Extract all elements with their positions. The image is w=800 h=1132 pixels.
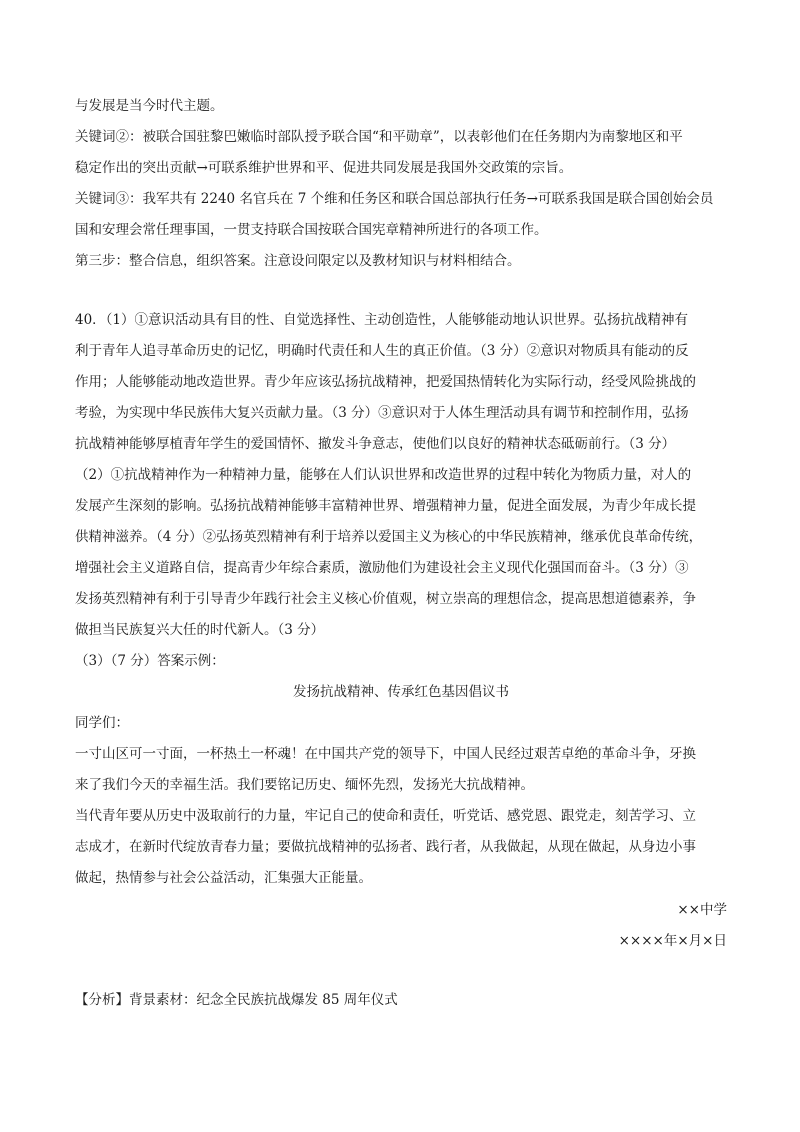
intro-line-1: 与发展是当今时代主题。 <box>75 98 224 114</box>
q40-line-8: 供精神滋养。（4 分）②弘扬英烈精神有利于培养以爱国主义为核心的中华民族精神，继承优良革命传统， <box>75 529 703 545</box>
q40-line-3: 作用；人能够能动地改造世界。青少年应该弘扬抗战精神，把爱国热情转化为实际行动，经受风险挑战的 <box>75 374 696 390</box>
q40-line-4: 考验，为实现中华民族伟大复兴贡献力量。（3 分）③意识对于人体生理活动具有调节和控制作用，弘扬 <box>75 405 689 421</box>
letter-line-2: 来了我们今天的幸福生活。我们要铭记历史、缅怀先烈，发扬光大抗战精神。 <box>75 777 534 793</box>
q40-line-7: 发展产生深刻的影响。弘扬抗战精神能够丰富精神世界、增强精神力量，促进全面发展，为青少年成长提 <box>75 498 696 514</box>
intro-keyword-2-line-2: 稳定作出的突出贡献→可联系维护世界和平、促进共同发展是我国外交政策的宗旨。 <box>75 160 573 176</box>
letter-line-5: 做起，热情参与社会公益活动，汇集强大正能量。 <box>75 870 372 886</box>
q40-line-12: （3）（7 分）答案示例： <box>75 653 225 669</box>
q40-line-11: 做担当民族复兴大任的时代新人。（3 分） <box>75 622 325 638</box>
intro-keyword-3-line-2: 国和安理会常任理事国，一贯支持联合国按联合国宪章精神所进行的各项工作。 <box>75 222 548 238</box>
intro-step-3: 第三步：整合信息，组织答案。注意设问限定以及教材知识与材料相结合。 <box>75 253 521 269</box>
q40-line-9: 增强社会主义道路自信，提高青少年综合素质，激励他们为建设社会主义现代化强国而奋斗。（3 分）③ <box>75 560 689 576</box>
intro-keyword-3-line-1: 关键词③：我军共有 2240 名官兵在 7 个维和任务区和联合国总部执行任务→可联系我国是联合国创始会员 <box>75 191 714 207</box>
q40-line-2: 利于青年人追寻革命历史的记忆，明确时代责任和人生的真正价值。（3 分）②意识对物质具有能动的反 <box>75 343 689 359</box>
letter-signature: ××中学 <box>677 902 727 918</box>
intro-keyword-2-line-1: 关键词②：被联合国驻黎巴嫩临时部队授予联合国“和平勋章”，以表彰他们在任务期内为南黎地区和平 <box>75 129 683 145</box>
letter-title: 发扬抗战精神、传承红色基因倡议书 <box>293 684 509 700</box>
q40-line-6: （2）①抗战精神作为一种精神力量，能够在人们认识世界和改造世界的过程中转化为物质力量，对人的 <box>75 467 692 483</box>
letter-line-3: 当代青年要从历史中汲取前行的力量，牢记自己的使命和责任，听党话、感党恩、跟党走，刻苦学习、立 <box>75 808 696 824</box>
analysis-line-1: 【分析】背景素材：纪念全民族抗战爆发 85 周年仪式 <box>75 992 398 1008</box>
q40-line-5: 抗战精神能够厚植青年学生的爱国情怀、撤发斗争意志，使他们以良好的精神状态砥砺前行。（3 分） <box>75 436 676 452</box>
q40-line-10: 发扬英烈精神有利于引导青少年践行社会主义核心价值观，树立崇高的理想信念，提高思想道德素养，争 <box>75 591 696 607</box>
letter-date: ××××年×月×日 <box>618 933 727 949</box>
q40-line-1: 40．（1）①意识活动具有目的性、自觉选择性、主动创造性，人能够能动地认识世界。弘扬抗战精神有 <box>75 312 689 328</box>
letter-salutation: 同学们： <box>75 715 129 731</box>
letter-line-4: 志成才，在新时代绽放青春力量；要做抗战精神的弘扬者、践行者，从我做起，从现在做起，从身边小事 <box>75 839 696 855</box>
letter-line-1: 一寸山区可一寸面，一杯热土一杯魂！在中国共产党的领导下，中国人民经过艰苦卓绝的革命斗争，牙换 <box>75 746 696 762</box>
